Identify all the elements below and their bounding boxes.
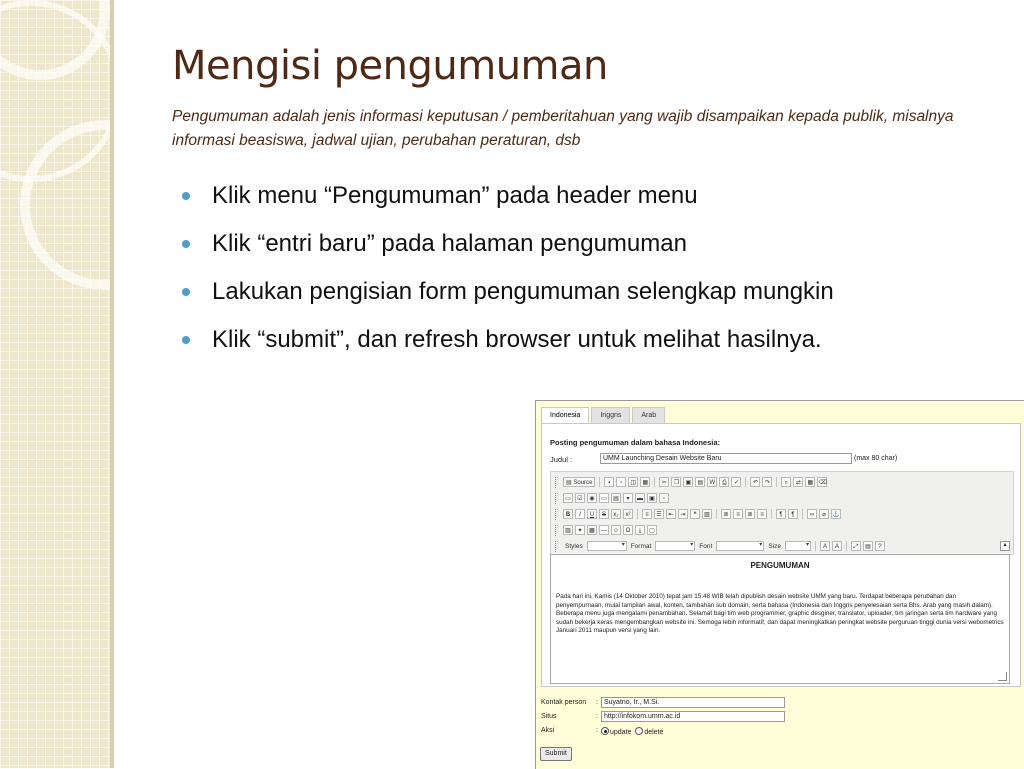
bullet-icon <box>182 288 190 296</box>
print-icon[interactable]: ⎙ <box>719 477 729 487</box>
preview-icon[interactable]: ◫ <box>628 477 638 487</box>
outdent-icon[interactable]: ⇤ <box>666 509 676 519</box>
numbered-list-icon[interactable]: ≡ <box>642 509 652 519</box>
special-char-icon[interactable]: Ω <box>623 525 633 535</box>
bullet-text: Klik “entri baru” pada halaman pengumuman <box>212 230 687 257</box>
styles-label: Styles <box>565 542 583 550</box>
update-radio[interactable] <box>601 727 609 735</box>
kontak-label: Kontak person <box>541 699 587 706</box>
unlink-icon[interactable]: ⌀ <box>819 509 829 519</box>
toolbar-row <box>555 491 669 505</box>
image-button-icon[interactable]: ▣ <box>647 493 657 503</box>
checkbox-icon[interactable]: ☑ <box>575 493 585 503</box>
textfield-icon[interactable]: ▭ <box>599 493 609 503</box>
show-blocks-icon[interactable]: ▤ <box>863 541 873 551</box>
italic-icon[interactable]: I <box>575 509 585 519</box>
copy-icon[interactable]: ❐ <box>671 477 681 487</box>
toolbar-separator <box>745 477 746 487</box>
aksi-options <box>601 727 663 736</box>
situs-input[interactable]: http://infokom.umm.ac.id <box>601 711 785 722</box>
toolbar-row <box>555 539 885 553</box>
text-color-icon[interactable]: A <box>820 541 830 551</box>
rich-text-editor[interactable] <box>550 554 1010 684</box>
delete-radio[interactable] <box>635 727 643 735</box>
templates-icon[interactable]: ▦ <box>640 477 650 487</box>
update-label: update <box>610 729 632 736</box>
hidden-field-icon[interactable]: ▫ <box>659 493 669 503</box>
toolbar-row <box>555 507 841 521</box>
source-label: Source <box>573 480 593 486</box>
situs-label: Situs <box>541 713 557 720</box>
colon: : <box>596 713 598 720</box>
remove-format-icon[interactable]: ⌫ <box>817 477 827 487</box>
replace-icon[interactable]: ⇄ <box>793 477 803 487</box>
bullet-item <box>182 220 834 268</box>
toolbar-grip <box>555 477 558 488</box>
bullet-item <box>182 316 834 364</box>
toolbar-separator <box>771 509 772 519</box>
justify-icon[interactable]: ≡ <box>757 509 767 519</box>
decorative-divider <box>110 0 114 768</box>
size-label: Size <box>768 542 781 550</box>
horizontal-rule-icon[interactable]: ― <box>599 525 609 535</box>
format-label: Format <box>630 542 652 550</box>
iframe-icon[interactable]: ▢ <box>647 525 657 535</box>
align-left-icon[interactable]: ≣ <box>721 509 731 519</box>
aksi-label: Aksi <box>541 727 555 734</box>
toolbar-separator <box>815 541 816 551</box>
spellcheck-icon[interactable]: ✓ <box>731 477 741 487</box>
format-select[interactable] <box>655 541 695 551</box>
decorative-side-panel <box>0 0 113 768</box>
undo-icon[interactable]: ↶ <box>750 477 760 487</box>
bullet-icon <box>182 240 190 248</box>
select-all-icon[interactable]: ▦ <box>805 477 815 487</box>
cut-icon[interactable]: ✂ <box>659 477 669 487</box>
slide-subtitle: Pengumuman adalah jenis informasi keputusan / pemberitahuan yang wajib disampaikan kepada publik, misalnya informasi beasiswa, jadwal ujian, perubahan peraturan, dsb <box>172 108 954 149</box>
bullet-item <box>182 172 834 220</box>
blockquote-icon[interactable]: ❝ <box>690 509 700 519</box>
form-icon[interactable]: ▭ <box>563 493 573 503</box>
toolbar-separator <box>802 509 803 519</box>
align-center-icon[interactable]: ≡ <box>733 509 743 519</box>
editor-body-text: Pada hari ini, Kamis (14 Oktober 2010) tepat jam 15:48 WIB telah dipublish desain website UMM yang baru. Terdapat beberapa perubahan dan penyempurnaan, mulai tampilan awal, konten, tambahan sub domain, serta bahasa (Indonesia dan Inggris penyelesaian serta Bhs. Arab yang masih dalam). Beberapa menu juga mengalami penambahan. Selamat bagi tim web programmer, graphic desginer, translator, uploader, tim jaringan serta tim hardware yang sudah bekerja keras mengembangkan website ini. Semoga lebih informatif, dan dapat meningkatkan peringkat website perguruan tinggi dunia versi webometrics Januari 2011 maupun versi yang lain. <box>556 593 1004 635</box>
select-field-icon[interactable]: ▾ <box>623 493 633 503</box>
toolbar-separator <box>637 509 638 519</box>
flash-icon[interactable]: ✦ <box>575 525 585 535</box>
form-screenshot <box>535 400 1024 769</box>
toolbar-grip <box>555 541 558 552</box>
toolbar-separator <box>716 509 717 519</box>
source-button[interactable]: ▤ Source <box>563 477 595 487</box>
tab-panel <box>541 423 1021 687</box>
toolbar-separator <box>776 477 777 487</box>
colon: : <box>596 699 598 706</box>
indent-icon[interactable]: ⇥ <box>678 509 688 519</box>
about-icon[interactable]: ? <box>875 541 885 551</box>
bullet-item <box>182 268 834 316</box>
redo-icon[interactable]: ↷ <box>762 477 772 487</box>
paste-icon[interactable]: ▣ <box>683 477 693 487</box>
bullet-icon <box>182 336 190 344</box>
tab-arab[interactable]: Arab <box>632 407 665 423</box>
toolbar-grip <box>555 509 558 520</box>
align-right-icon[interactable]: ≣ <box>745 509 755 519</box>
bullet-icon <box>182 192 190 200</box>
language-tabs <box>541 407 667 423</box>
paste-word-icon[interactable]: W <box>707 477 717 487</box>
delete-label: delete <box>644 729 664 736</box>
editor-heading: PENGUMUMAN <box>750 561 810 570</box>
anchor-icon[interactable]: ⚓ <box>831 509 841 519</box>
save-icon[interactable]: ▪ <box>604 477 614 487</box>
textarea-icon[interactable]: ▤ <box>611 493 621 503</box>
editor-toolbar <box>550 471 1014 555</box>
kontak-input[interactable]: Suyatno, Ir., M.Si. <box>601 697 785 708</box>
superscript-icon[interactable]: x² <box>623 509 633 519</box>
judul-input[interactable]: UMM Launching Desain Website Baru <box>600 453 852 464</box>
colon: : <box>596 727 598 734</box>
toolbar-separator <box>654 477 655 487</box>
toolbar-separator <box>846 541 847 551</box>
styles-select[interactable] <box>587 541 627 551</box>
bullet-text: Klik menu “Pengumuman” pada header menu <box>212 182 698 209</box>
size-select[interactable] <box>785 541 811 551</box>
maximize-icon[interactable]: ⤢ <box>851 541 861 551</box>
bullet-list <box>182 172 834 364</box>
tab-inggris[interactable]: Inggris <box>591 407 630 423</box>
max-char-hint: (max 80 char) <box>854 455 898 462</box>
bullet-text: Klik “submit”, dan refresh browser untuk melihat hasilnya. <box>212 326 822 353</box>
smiley-icon[interactable]: ☺ <box>611 525 621 535</box>
table-icon[interactable]: ▦ <box>587 525 597 535</box>
strike-icon[interactable]: S <box>599 509 609 519</box>
bg-color-icon[interactable]: A <box>832 541 842 551</box>
judul-label: Judul : <box>550 455 573 464</box>
bulleted-list-icon[interactable]: ☰ <box>654 509 664 519</box>
new-page-icon[interactable]: ▫ <box>616 477 626 487</box>
rtl-icon[interactable]: ¶ <box>788 509 798 519</box>
div-icon[interactable]: ▧ <box>702 509 712 519</box>
page-break-icon[interactable]: ⤓ <box>635 525 645 535</box>
toolbar-row <box>555 475 827 489</box>
toolbar-separator <box>599 477 600 487</box>
font-label: Font <box>699 542 713 550</box>
bullet-text: Lakukan pengisian form pengumuman selengkap mungkin <box>212 278 834 305</box>
font-select[interactable] <box>716 541 764 551</box>
radio-icon[interactable]: ◉ <box>587 493 597 503</box>
link-icon[interactable]: ∞ <box>807 509 817 519</box>
underline-icon[interactable]: U <box>587 509 597 519</box>
submit-button[interactable]: Submit <box>540 747 572 761</box>
resize-handle-icon[interactable] <box>998 672 1007 681</box>
posting-heading: Posting pengumuman dalam bahasa Indonesia: <box>550 438 721 447</box>
button-field-icon[interactable]: ▬ <box>635 493 645 503</box>
toolbar-grip <box>555 525 558 536</box>
ltr-icon[interactable]: ¶ <box>776 509 786 519</box>
find-icon[interactable]: ⌕ <box>781 477 791 487</box>
toolbar-collapse-icon[interactable]: ▴ <box>1000 541 1010 551</box>
tab-indonesia[interactable]: Indonesia <box>541 407 589 424</box>
subscript-icon[interactable]: x₂ <box>611 509 621 519</box>
toolbar-row <box>555 523 657 537</box>
paste-text-icon[interactable]: ▤ <box>695 477 705 487</box>
slide-title: Mengisi pengumuman <box>172 43 608 89</box>
image-icon[interactable]: ▨ <box>563 525 573 535</box>
toolbar-grip <box>555 493 558 504</box>
bold-icon[interactable]: B <box>563 509 573 519</box>
